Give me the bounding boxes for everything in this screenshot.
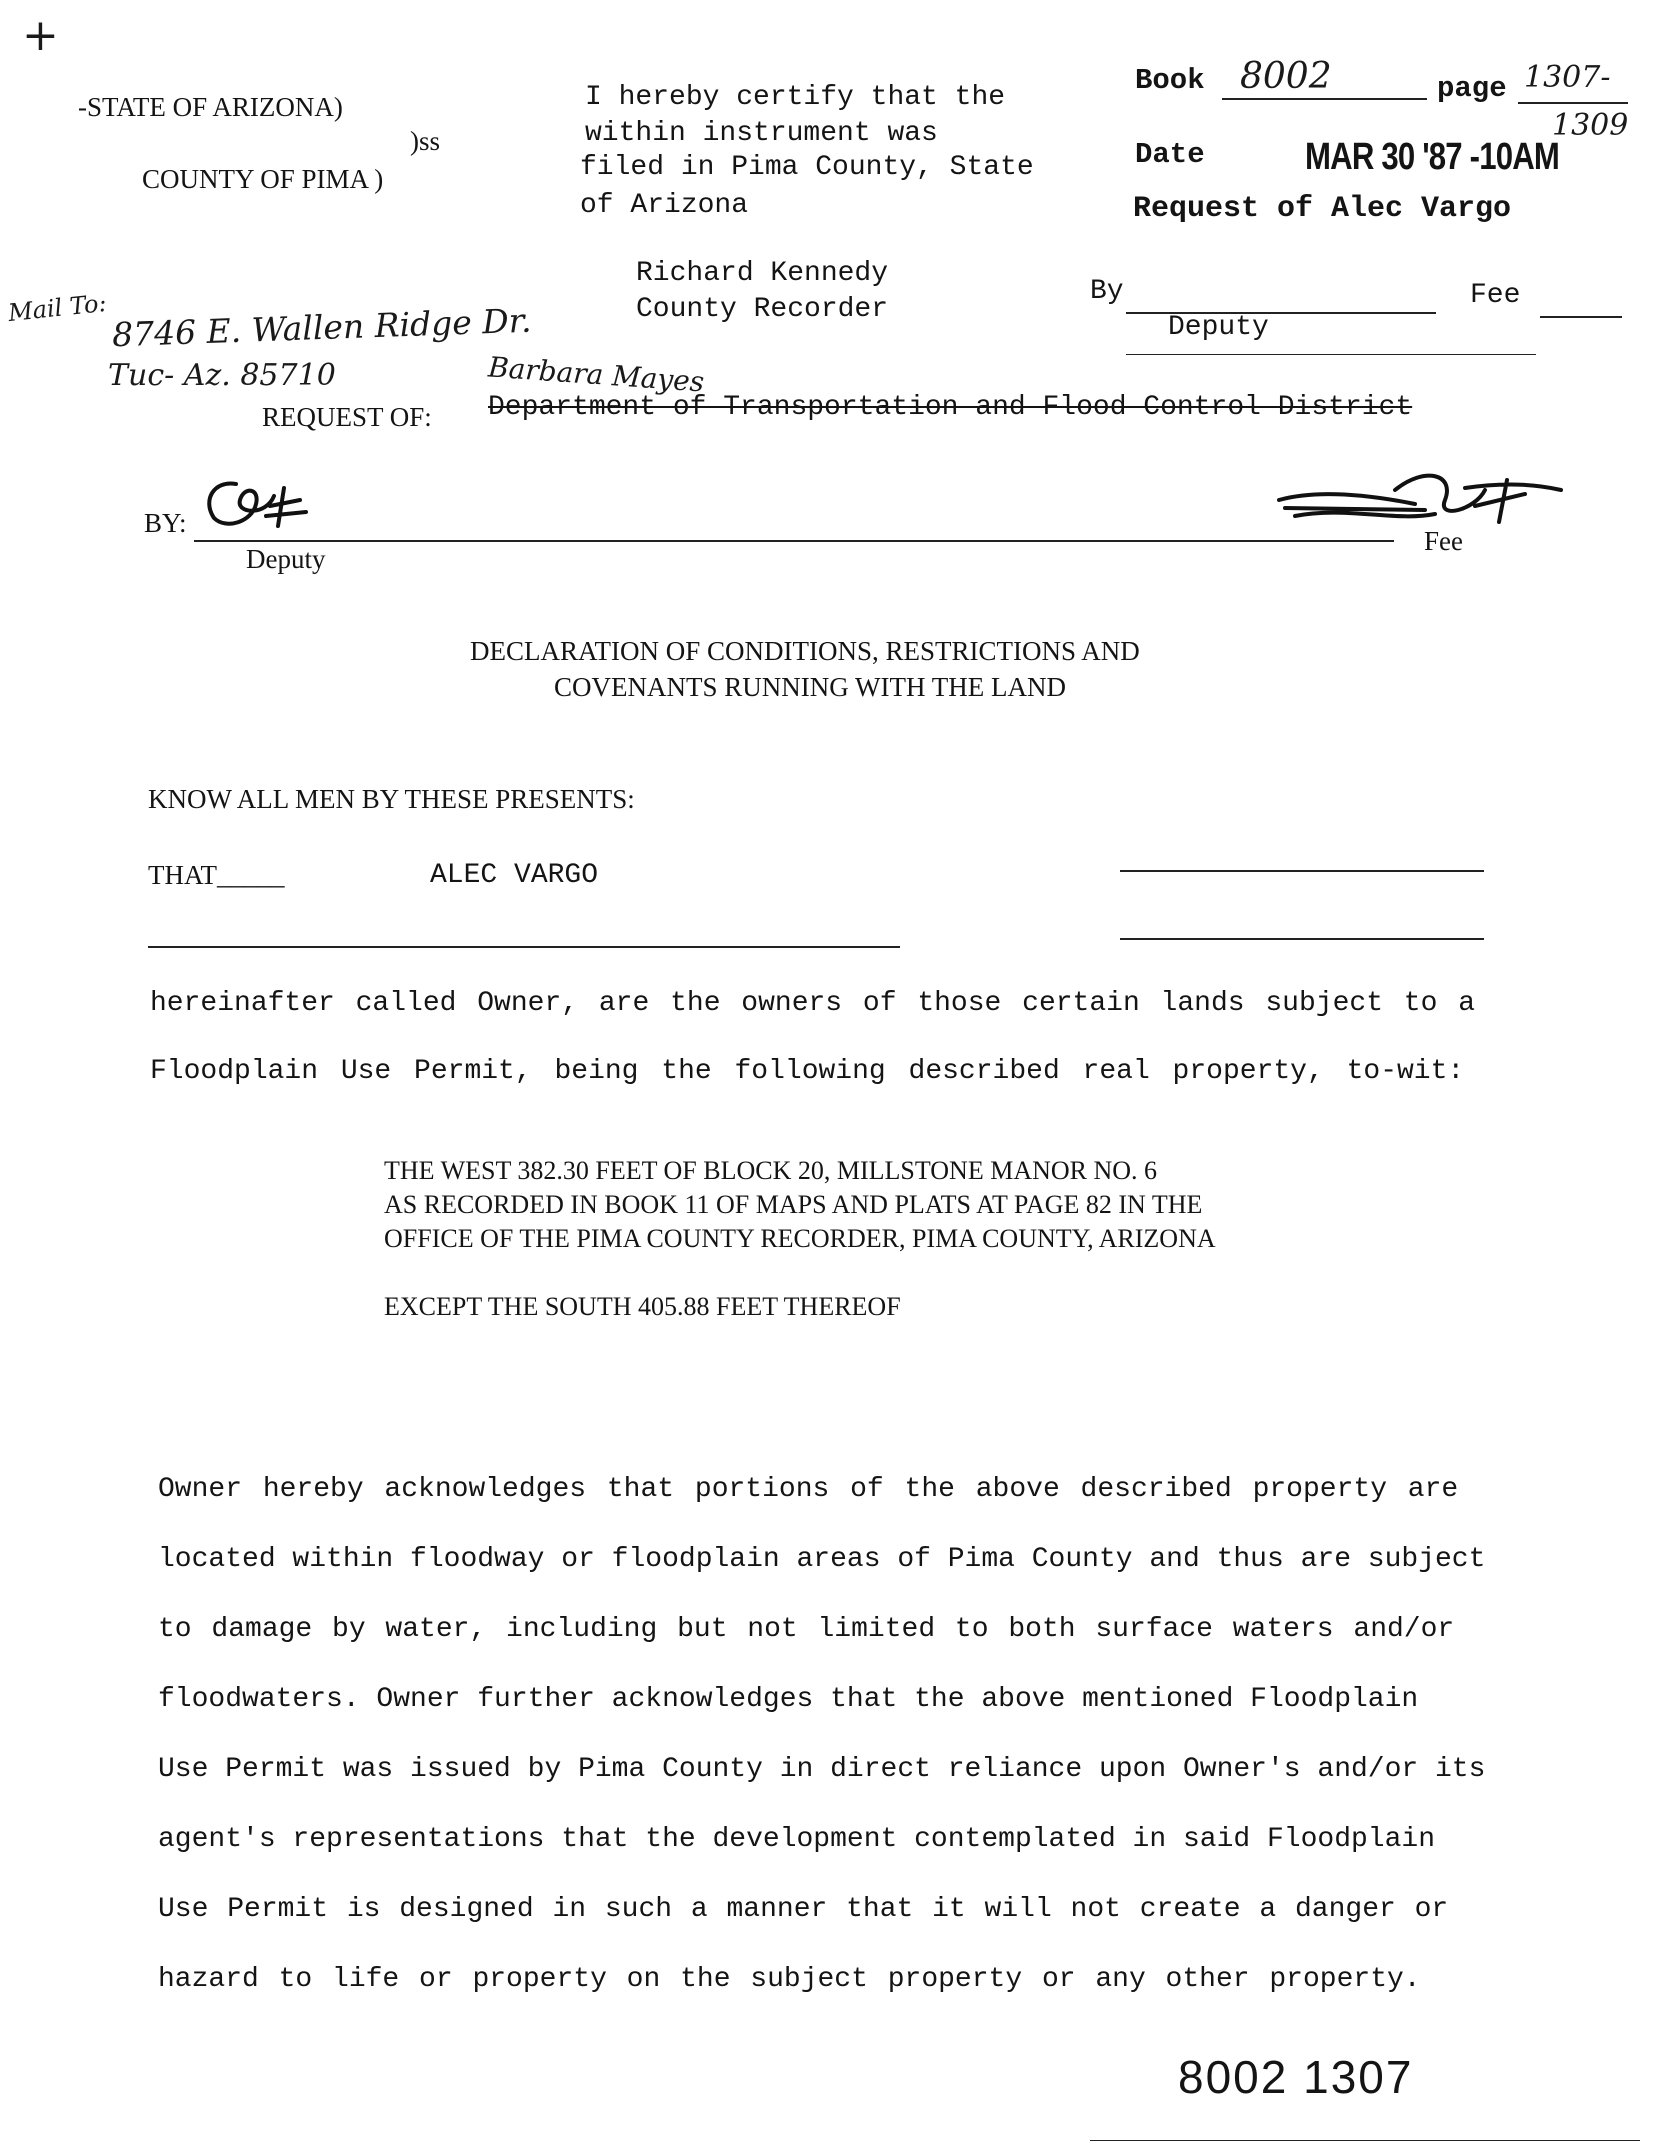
body-line-5: Use Permit was issued by Pima County in direct reliance upon Owner's and/or its [158, 1754, 1486, 1785]
recorder-title: County Recorder [636, 294, 889, 325]
know-all-men: KNOW ALL MEN BY THESE PRESENTS: [148, 784, 635, 814]
request-of-struck-text: Department of Transportation and Flood Control District [488, 392, 1413, 423]
stamp-fee-line [1540, 316, 1622, 318]
by-label: BY: [144, 508, 187, 538]
stamp-by-label: By [1090, 276, 1124, 307]
mail-to-address-2: Tuc- Az. 85710 [108, 358, 336, 393]
body-line-7: Use Permit is designed in such a manner that it will not create a danger or [158, 1894, 1449, 1925]
ss-line: )ss [410, 126, 441, 156]
footer-record-number: 8002 1307 [1178, 2051, 1414, 2103]
legal-description-line-3: OFFICE OF THE PIMA COUNTY RECORDER, PIMA COUNTY, ARIZONA [384, 1224, 1216, 1253]
certify-line-3: filed in Pima County, State [580, 152, 1034, 183]
body-line-1: Owner hereby acknowledges that portions of the above described property are [158, 1474, 1459, 1505]
body-line-8: hazard to life or property on the subject property or any other property. [158, 1964, 1421, 1995]
stamp-deputy-underline [1126, 354, 1536, 355]
document-title-line-1: DECLARATION OF CONDITIONS, RESTRICTIONS AND [470, 636, 1140, 666]
document-title-line-2: COVENANTS RUNNING WITH THE LAND [554, 672, 1066, 702]
book-label: Book [1135, 64, 1205, 97]
fee-label: Fee [1424, 526, 1463, 556]
certify-line-1: I hereby certify that the [585, 82, 1006, 113]
page-label: page [1437, 72, 1507, 105]
corner-mark: + [22, 10, 59, 61]
fee-scribble-icon [1275, 460, 1565, 540]
that-label: THAT_____ [148, 860, 285, 890]
certify-line-4: of Arizona [580, 190, 749, 221]
handwritten-name: Barbara Mayes [487, 350, 706, 399]
owner-blank-line-right-1 [1120, 870, 1484, 872]
deputy-signature-icon [196, 470, 326, 540]
page-value-top: 1307- [1524, 60, 1611, 95]
state-line: -STATE OF ARIZONA) [78, 92, 343, 122]
footer-rule [1090, 2140, 1640, 2141]
owner-blank-line-right-2 [1120, 938, 1484, 940]
intro-line-1: hereinafter called Owner, are the owners of those certain lands subject to a [150, 988, 1476, 1019]
owner-blank-line-left [148, 946, 900, 948]
mail-to-label: Mail To: [6, 288, 108, 328]
request-of-label: REQUEST OF: [262, 402, 432, 432]
body-line-6: agent's representations that the development contemplated in said Floodplain [158, 1824, 1436, 1855]
request-of-stamp: Request of Alec Vargo [1133, 192, 1512, 226]
county-line: COUNTY OF PIMA ) [142, 164, 384, 194]
mail-to-address-1: 8746 E. Wallen Ridge Dr. [111, 300, 532, 355]
owner-name: ALEC VARGO [430, 860, 599, 891]
legal-description-line-1: THE WEST 382.30 FEET OF BLOCK 20, MILLSTONE MANOR NO. 6 [384, 1156, 1158, 1185]
body-line-4: floodwaters. Owner further acknowledges that the above mentioned Floodplain [158, 1684, 1419, 1715]
deputy-label: Deputy [246, 544, 326, 574]
legal-description-line-2: AS RECORDED IN BOOK 11 OF MAPS AND PLATS AT PAGE 82 IN THE [384, 1190, 1203, 1219]
date-label: Date [1135, 138, 1205, 171]
intro-line-2: Floodplain Use Permit, being the following described real property, to-wit: [150, 1056, 1465, 1087]
body-line-2: located within floodway or floodplain areas of Pima County and thus are subject [158, 1544, 1486, 1575]
recorder-name: Richard Kennedy [636, 258, 889, 289]
book-value: 8002 [1240, 56, 1332, 97]
date-stamp: MAR 30 '87 -10AM [1305, 136, 1560, 178]
stamp-deputy-label: Deputy [1168, 312, 1269, 343]
exception-line: EXCEPT THE SOUTH 405.88 FEET THEREOF [384, 1292, 901, 1321]
stamp-fee-label: Fee [1470, 280, 1521, 311]
page-value-bottom: 1309 [1552, 108, 1629, 143]
by-signature-line [194, 540, 1394, 542]
certify-line-2: within instrument was [585, 118, 938, 149]
page-underline [1518, 102, 1628, 104]
book-underline [1222, 98, 1427, 100]
body-line-3: to damage by water, including but not limited to both surface waters and/or [158, 1614, 1455, 1645]
